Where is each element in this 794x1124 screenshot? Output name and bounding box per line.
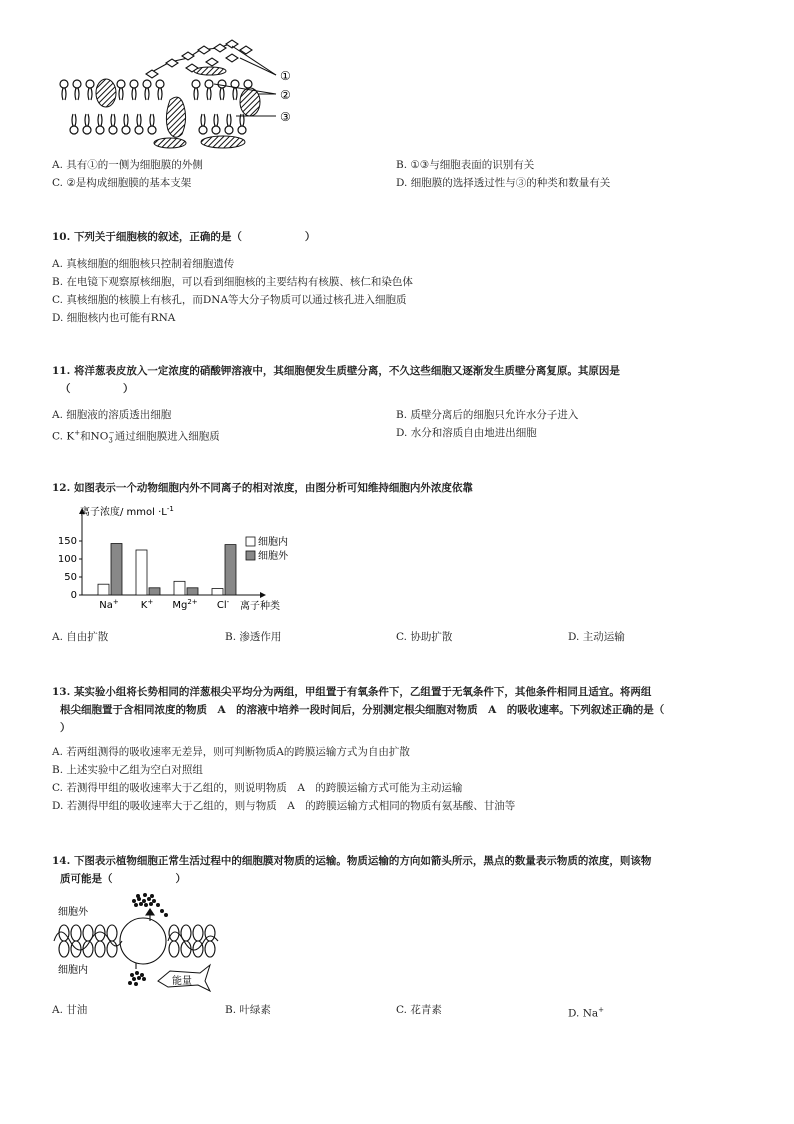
q9-option-d: D. 细胞膜的选择透过性与③的种类和数量有关 xyxy=(396,177,611,189)
protein-top-flat xyxy=(194,67,226,75)
q11-option-b: B. 质壁分离后的细胞只允许水分子进入 xyxy=(396,409,579,421)
q14-stem xyxy=(52,852,651,870)
protein-left xyxy=(96,79,116,107)
legend-label: 细胞内 xyxy=(258,537,288,548)
callout-2: ② xyxy=(280,88,291,102)
y-tick-label: 0 xyxy=(70,590,77,601)
legend-swatch xyxy=(246,537,255,546)
q13-stem xyxy=(52,683,651,701)
bar xyxy=(174,581,185,595)
q14-text: 下图表示植物细胞正常生活过程中的细胞膜对物质的运输。物质运输的方向如箭头所示，黑点的数量表示物质的浓度，则该物 xyxy=(73,855,652,867)
x-tick-label: $Mg^{2+}$ xyxy=(172,598,198,611)
q10-option-a: A. 真核细胞的细胞核只控制着细胞遗传 xyxy=(52,258,235,270)
q10-option-b: B. 在电镜下观察原核细胞，可以看到细胞核的主要结构有核膜、核仁和染色体 xyxy=(52,276,413,288)
label-inside: 细胞内 xyxy=(58,965,88,976)
q10-text: 下列关于细胞核的叙述，正确的是（ ） xyxy=(73,231,316,243)
q13-option-c: C. 若测得甲组的吸收速率大于乙组的，则说明物质 A 的跨膜运输方式可能为主动运输 xyxy=(52,782,463,794)
q12-option-b: B. 渗透作用 xyxy=(225,631,282,643)
q12-text: 如图表示一个动物细胞内外不同离子的相对浓度，由图分析可知维持细胞内外浓度依靠 xyxy=(73,482,473,494)
bar xyxy=(187,588,198,595)
bar xyxy=(111,544,122,595)
protein-right xyxy=(240,88,260,116)
legend-label: 细胞外 xyxy=(258,551,288,562)
y-tick-label: 100 xyxy=(57,554,77,565)
q9-option-c: C. ②是构成细胞膜的基本支架 xyxy=(52,177,192,189)
q13-text: 某实验小组将长势相同的洋葱根尖平均分为两组，甲组置于有氧条件下，乙组置于无氧条件下，其他条件相同且适宜。将两组 xyxy=(73,686,652,698)
q11-text: 将洋葱表皮放入一定浓度的硝酸钾溶液中，其细胞便发生质壁分离，不久这些细胞又逐渐发生质壁分离复原。其原因是 xyxy=(73,365,620,377)
q10-option-d: D. 细胞核内也可能有RNA xyxy=(52,312,176,324)
bar xyxy=(136,550,147,595)
q10-number: 10. xyxy=(52,231,71,243)
q14-option-a: A. 甘油 xyxy=(52,1004,88,1016)
callout-1: ① xyxy=(280,69,291,83)
q12-stem xyxy=(52,479,473,497)
q12-number: 12. xyxy=(52,482,71,494)
q14-number: 14. xyxy=(52,855,71,867)
x-tick-label: Cl- xyxy=(216,598,230,611)
q13-number: 13. xyxy=(52,686,71,698)
q10-option-c: C. 真核细胞的核膜上有核孔，而DNA等大分子物质可以通过核孔进入细胞质 xyxy=(52,294,407,306)
label-outside: 细胞外 xyxy=(58,907,88,918)
carrier-protein xyxy=(120,918,166,964)
y-tick-label: 50 xyxy=(64,572,77,583)
q12-option-a: A. 自由扩散 xyxy=(52,631,109,643)
q14-option-c: C. 花青素 xyxy=(396,1004,442,1016)
q14-option-b: B. 叶绿素 xyxy=(225,1004,271,1016)
legend-swatch xyxy=(246,551,255,560)
q13-stem-line2: 根尖细胞置于含相同浓度的物质 A 的溶液中培养一段时间后，分别测定根尖细胞对物质 A 的吸收速率。下列叙述正确的是（ xyxy=(60,704,665,716)
x-tick-label: Na+ xyxy=(99,598,119,611)
q10-stem xyxy=(52,228,315,246)
transport-diagram xyxy=(50,893,230,995)
q11-stem xyxy=(52,362,620,380)
q13-option-d: D. 若测得甲组的吸收速率大于乙组的，则与物质 A 的跨膜运输方式相同的物质有氨基酸、甘油等 xyxy=(52,800,516,812)
bar xyxy=(98,584,109,595)
q11-option-c: C. K+和$NO_3^-$通过细胞膜进入细胞质 xyxy=(52,429,220,445)
q11-number: 11. xyxy=(52,365,71,377)
q11-stem-cont: （ ） xyxy=(60,383,134,395)
x-axis-arrow xyxy=(260,592,266,598)
ion-concentration-chart xyxy=(52,505,312,617)
q13-option-b: B. 上述实验中乙组为空白对照组 xyxy=(52,764,203,776)
q12-option-d: D. 主动运输 xyxy=(568,631,625,643)
y-axis-label: 离子浓度/ mmol $\cdot L^{-1}$ xyxy=(80,505,174,518)
q11-option-d: D. 水分和溶质自由地进出细胞 xyxy=(396,427,537,439)
q14-stem-line2: 质可能是（ ） xyxy=(60,873,186,885)
protein-bottom-right xyxy=(201,136,245,148)
bar xyxy=(212,589,223,595)
q12-option-c: C. 协助扩散 xyxy=(396,631,453,643)
molecule-cluster-inside xyxy=(128,971,146,986)
bar xyxy=(149,588,160,595)
membrane-diagram xyxy=(50,38,310,150)
protein-bottom-left xyxy=(154,138,186,148)
protein-middle xyxy=(166,97,185,137)
energy-label: 能量 xyxy=(172,976,192,987)
q13-option-a: A. 若两组测得的吸收速率无差异，则可判断物质A的跨膜运输方式为自由扩散 xyxy=(52,746,410,758)
x-tick-label: K+ xyxy=(140,598,154,611)
y-tick-label: 150 xyxy=(57,536,77,547)
q14-option-d: D. Na+ xyxy=(568,1006,605,1020)
q9-option-b: B. ①③与细胞表面的识别有关 xyxy=(396,159,535,171)
q13-stem-line3: ） xyxy=(60,722,71,734)
x-axis-label: 离子种类 xyxy=(240,601,280,612)
q9-option-a: A. 具有①的一侧为细胞膜的外侧 xyxy=(52,159,203,171)
bar xyxy=(225,545,236,595)
callout-3: ③ xyxy=(280,110,291,124)
q11-option-a: A. 细胞液的溶质透出细胞 xyxy=(52,409,172,421)
